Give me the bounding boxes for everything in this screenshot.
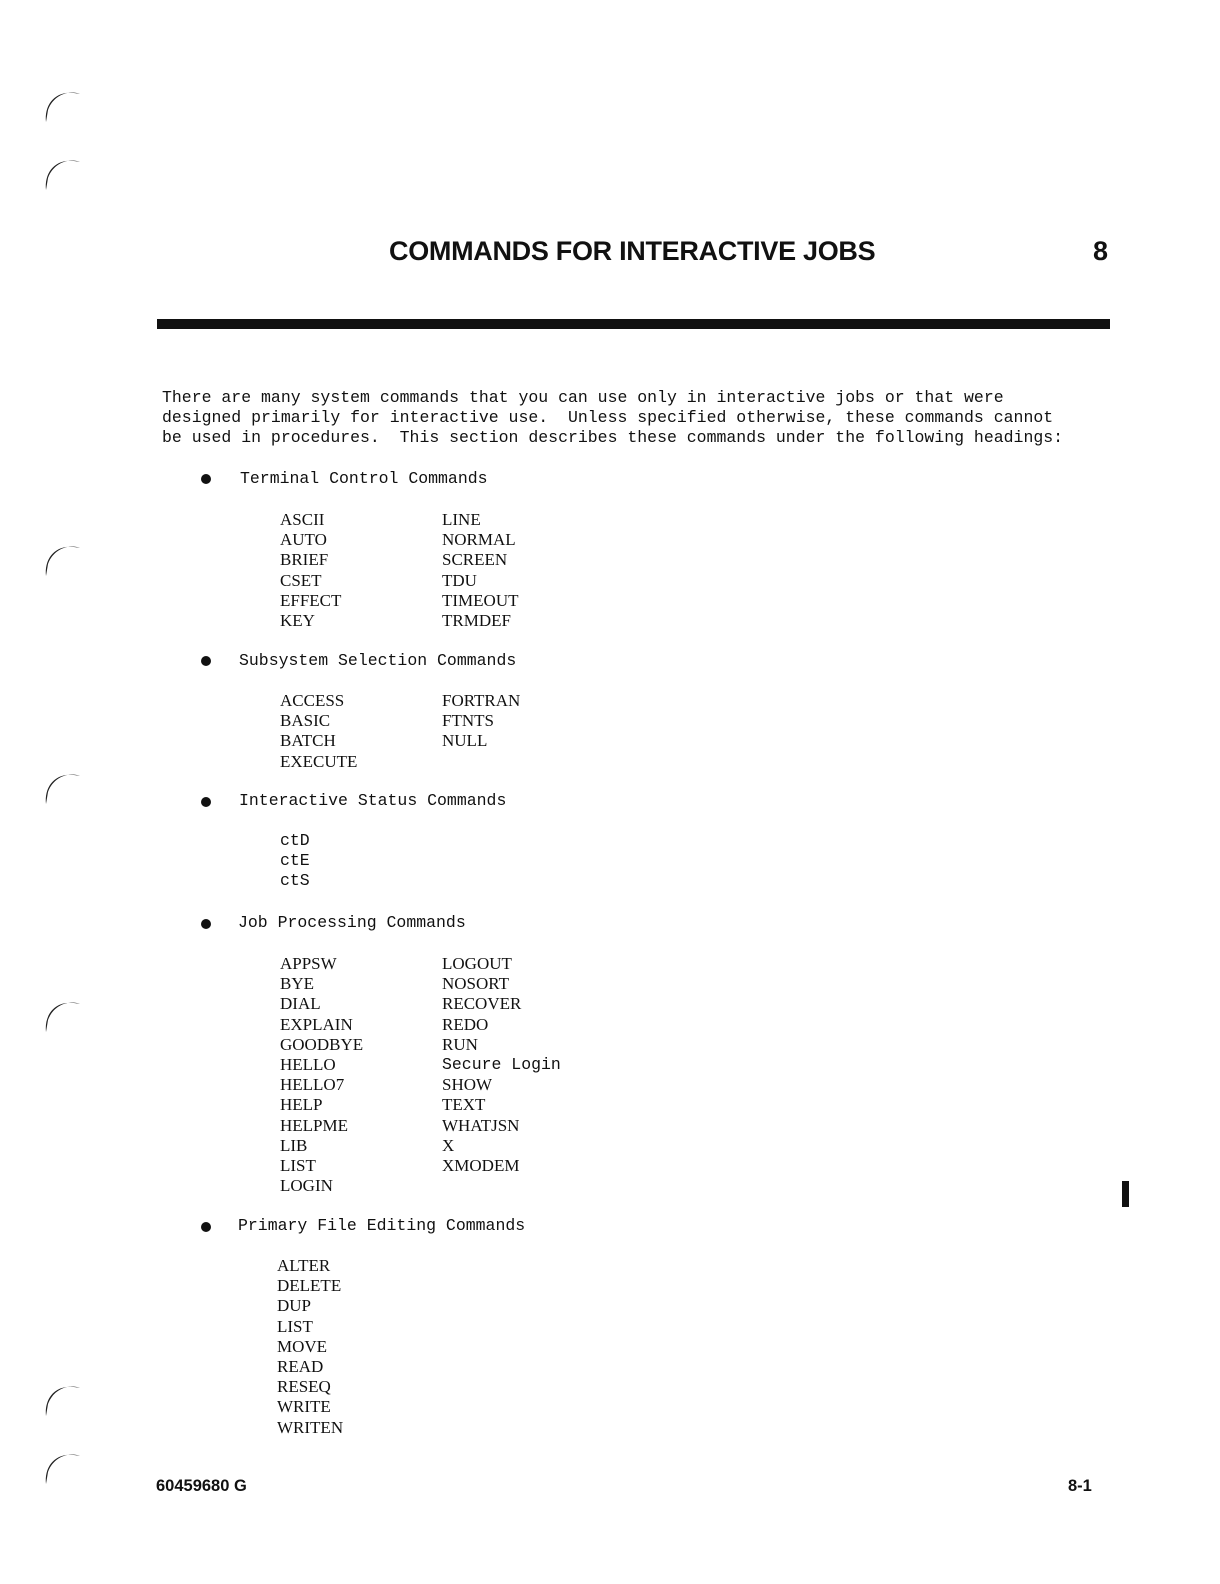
command-item: DELETE	[277, 1276, 342, 1296]
command-item: TDU	[442, 570, 477, 590]
bullet-icon	[201, 919, 211, 929]
command-item: X	[442, 1135, 455, 1155]
command-item: AUTO	[280, 530, 327, 550]
command-item: FORTRAN	[442, 691, 521, 710]
binder-hole-mark-icon	[40, 82, 86, 128]
command-item: LIST	[277, 1316, 313, 1336]
command-item: CSET	[280, 570, 322, 590]
bullet-icon	[201, 474, 211, 484]
command-item: BATCH	[280, 731, 336, 751]
command-list-right	[442, 691, 520, 752]
command-item: LOGIN	[280, 1176, 333, 1196]
bullet-icon	[201, 797, 211, 807]
section-heading: Interactive Status Commands	[239, 791, 507, 810]
bullet-icon	[201, 1222, 211, 1232]
command-item: RECOVER	[442, 994, 522, 1014]
intro-paragraph	[162, 388, 1102, 449]
command-item: APPSW	[280, 954, 337, 973]
command-list-left	[280, 691, 357, 772]
command-item: LOGOUT	[442, 954, 512, 973]
intro-line: be used in procedures. This section describes these commands under the following headings:	[162, 428, 1064, 448]
section-heading: Terminal Control Commands	[240, 469, 488, 488]
command-item: BYE	[280, 974, 314, 994]
page-title: COMMANDS FOR INTERACTIVE JOBS	[389, 236, 876, 266]
command-list-right	[442, 510, 518, 631]
command-item: ASCII	[280, 510, 325, 529]
command-item: HELLO	[280, 1055, 336, 1075]
binder-hole-mark-icon	[40, 764, 86, 810]
command-item: KEY	[280, 611, 315, 631]
binder-hole-mark-icon	[40, 1444, 86, 1490]
command-item: DIAL	[280, 994, 321, 1014]
command-item: ctD	[280, 831, 310, 850]
command-item: LINE	[442, 510, 481, 529]
document-number: 60459680 G	[156, 1477, 247, 1495]
command-item: LIST	[280, 1156, 316, 1176]
command-item: NOSORT	[442, 974, 509, 994]
section-heading: Job Processing Commands	[238, 913, 466, 932]
command-item: WHATJSN	[442, 1115, 520, 1135]
section-heading: Subsystem Selection Commands	[239, 651, 517, 670]
command-item: HELP	[280, 1095, 323, 1115]
command-item: WRITEN	[277, 1417, 344, 1437]
command-item: TIMEOUT	[442, 590, 519, 610]
command-item: TRMDEF	[442, 611, 511, 631]
command-item: NULL	[442, 731, 488, 751]
intro-line: There are many system commands that you can use only in interactive jobs or that were	[162, 388, 1004, 407]
command-item: Secure Login	[442, 1055, 561, 1075]
command-item: SHOW	[442, 1075, 493, 1095]
command-item: READ	[277, 1357, 324, 1377]
command-list-left	[280, 831, 310, 892]
command-item: RESEQ	[277, 1377, 331, 1397]
section-heading: Primary File Editing Commands	[238, 1216, 526, 1235]
command-list-left	[277, 1256, 343, 1438]
command-item: XMODEM	[442, 1156, 520, 1176]
header-rule	[157, 319, 1110, 329]
command-item: SCREEN	[442, 550, 508, 570]
command-item: EXECUTE	[280, 751, 358, 771]
command-item: HELLO7	[280, 1075, 345, 1095]
command-list-left	[280, 510, 341, 631]
binder-hole-mark-icon	[40, 150, 86, 196]
command-item: ALTER	[277, 1256, 331, 1275]
command-item: BASIC	[280, 711, 331, 731]
command-item: DUP	[277, 1296, 312, 1316]
command-item: FTNTS	[442, 711, 494, 731]
binder-hole-mark-icon	[40, 1376, 86, 1422]
command-item: ctS	[280, 871, 310, 891]
page-number: 8-1	[1068, 1477, 1092, 1495]
command-item: ACCESS	[280, 691, 345, 710]
command-item: ctE	[280, 851, 310, 871]
command-item: WRITE	[277, 1397, 331, 1417]
command-item: LIB	[280, 1135, 308, 1155]
command-item: EXPLAIN	[280, 1014, 353, 1034]
command-item: REDO	[442, 1014, 489, 1034]
command-item: GOODBYE	[280, 1034, 364, 1054]
command-item: HELPME	[280, 1115, 348, 1135]
command-item: EFFECT	[280, 590, 342, 610]
chapter-number: 8	[1093, 236, 1109, 266]
binder-hole-mark-icon	[40, 536, 86, 582]
command-list-right	[442, 954, 561, 1176]
command-item: NORMAL	[442, 530, 516, 550]
command-item: TEXT	[442, 1095, 486, 1115]
bullet-icon	[201, 656, 211, 666]
change-bar	[1122, 1181, 1129, 1207]
binder-hole-mark-icon	[40, 992, 86, 1038]
command-item: MOVE	[277, 1336, 328, 1356]
intro-line: designed primarily for interactive use. Unless specified otherwise, these commands cannot	[162, 408, 1054, 428]
command-list-left	[280, 954, 363, 1196]
command-item: BRIEF	[280, 550, 329, 570]
command-item: RUN	[442, 1034, 478, 1054]
